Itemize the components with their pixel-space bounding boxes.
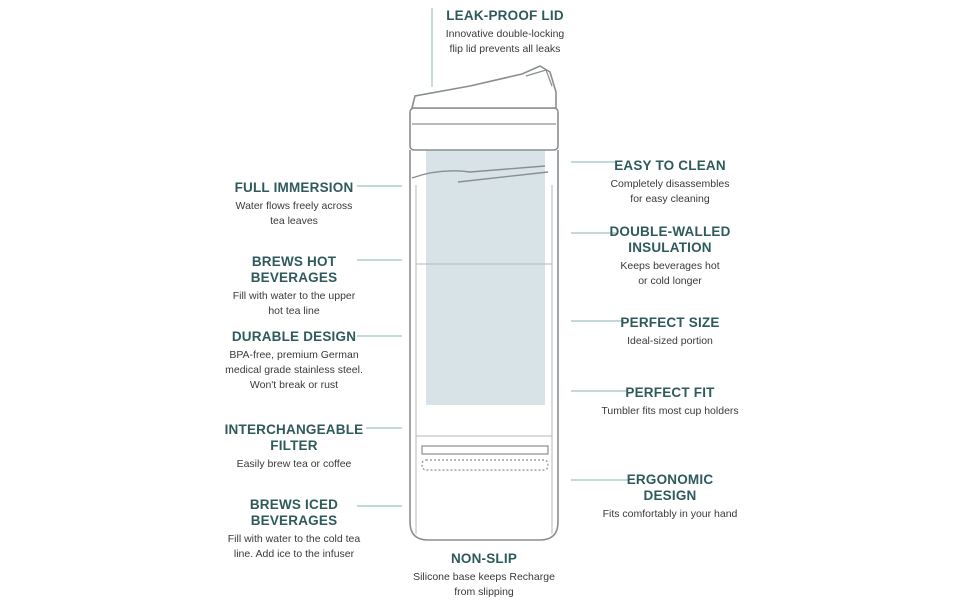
callout-non-slip <box>394 551 574 600</box>
callout-ergonomic <box>585 472 755 522</box>
callout-desc: Ideal-sized portion <box>627 335 713 347</box>
callout-perfect-size <box>590 315 750 349</box>
callout-title: PERFECT SIZE <box>620 315 720 330</box>
callout-brews-hot <box>214 254 374 319</box>
callout-durable <box>209 329 379 393</box>
callout-perfect-fit <box>585 385 755 419</box>
callout-desc: Keeps beverages hot or cold longer <box>620 260 720 287</box>
callout-title: BREWS HOT BEVERAGES <box>250 254 338 285</box>
callout-desc: Tumbler fits most cup holders <box>601 405 739 417</box>
callout-title: DURABLE DESIGN <box>231 329 357 344</box>
callout-desc: Easily brew tea or coffee <box>236 458 352 470</box>
callout-brews-iced <box>209 497 379 562</box>
callout-title: EASY TO CLEAN <box>614 158 726 173</box>
callout-desc: Fill with water to the upper hot tea line <box>232 290 356 317</box>
callout-desc: Fits comfortably in your hand <box>602 508 738 520</box>
callout-title: ERGONOMIC DESIGN <box>626 472 714 503</box>
callout-leak-proof-lid <box>410 8 600 57</box>
callout-title: DOUBLE-WALLED INSULATION <box>609 224 731 255</box>
callout-filter <box>209 422 379 472</box>
callout-double-walled <box>590 224 750 289</box>
callout-desc: Silicone base keeps Recharge from slipping <box>413 571 555 598</box>
filter-mesh <box>422 460 548 470</box>
flip-lid <box>412 66 556 108</box>
lid-collar <box>410 108 558 150</box>
callout-desc: BPA-free, premium German medical grade stainless steel. Won't break or rust <box>225 349 363 391</box>
callout-title: FULL IMMERSION <box>234 180 354 195</box>
callout-title: INTERCHANGEABLE FILTER <box>224 422 364 453</box>
callout-full-immersion <box>214 180 374 229</box>
callout-title: BREWS ICED BEVERAGES <box>249 497 339 528</box>
tumbler-illustration <box>410 66 558 540</box>
callout-title: PERFECT FIT <box>625 385 715 400</box>
callout-desc: Water flows freely across tea leaves <box>235 200 353 227</box>
filter-band <box>422 446 548 454</box>
callout-easy-to-clean <box>590 158 750 207</box>
callout-title: NON-SLIP <box>450 551 518 566</box>
callout-title: LEAK-PROOF LID <box>446 8 564 23</box>
callout-desc: Innovative double-locking flip lid prevents all leaks <box>445 28 565 55</box>
callout-desc: Completely disassembles for easy cleaning <box>610 178 730 205</box>
callout-desc: Fill with water to the cold tea line. Add ice to the infuser <box>227 533 361 560</box>
